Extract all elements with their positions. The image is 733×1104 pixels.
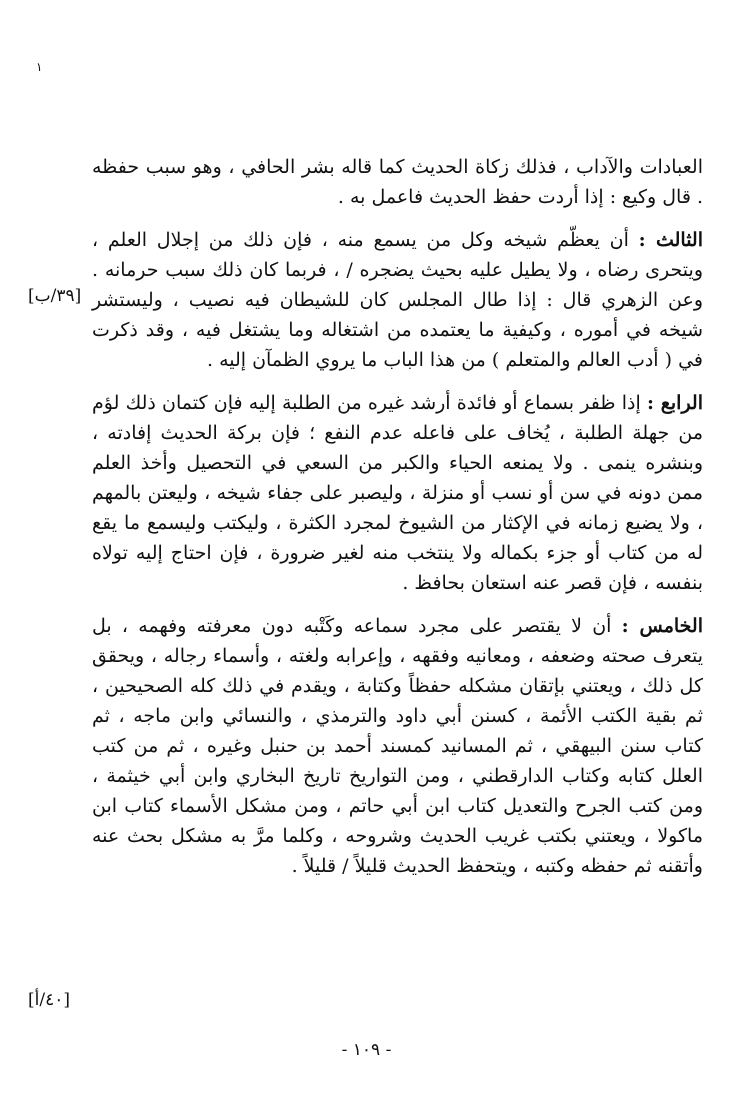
body-text (92, 152, 703, 881)
paragraph-1-text: العبادات والآداب ، فذلك زكاة الحديث كما قاله بشر الحافي ، وهو سبب حفظه . قال وكيع : إذا أردت حفظ الحديث فاعمل به . (92, 156, 703, 208)
paragraph-4-text: أن لا يقتصر على مجرد سماعه وكَتْبه دون معرفته وفهمه ، بل يتعرف صحته وضعفه ، ومعانيه وفقهه ، وإعرابه ولغته ، وأسماء رجاله ، ويحقق كل ذلك ، ويعتني بإتقان مشكله حفظاً وكتابة ، ويقدم في ذلك كله الصحيحين ، ثم بقية الكتب الأئمة ، كسنن أبي داود والترمذي ، والنسائي وابن ماجه ، ثم كتاب سنن البيهقي ، ثم المسانيد كمسند أحمد بن حنبل وغيره ، ثم من كتب العلل كتابه وكتاب الدارقطني ، ومن التواريخ تاريخ البخاري وابن أبي خيثمة ، ومن كتب الجرح والتعديل كتاب ابن أبي حاتم ، ومن مشكل الأسماء كتاب ابن ماكولا ، ويعتني بكتب غريب الحديث وشروحه ، وكلما مرَّ به مشكل بحث عنه وأتقنه ثم حفظه وكتبه ، ويتحفظ الحديث قليلاً / قليلاً . (92, 615, 704, 877)
paragraph-4-lead: الخامس : (621, 615, 703, 637)
paragraph-3-text: إذا ظفر بسماع أو فائدة أرشد غيره من الطلبة إليه فإن كتمان ذلك لؤم من جهلة الطلبة ، يُخاف على فاعله عدم النفع ؛ فإن بركة الحديث إفادته ، وبنشره ينمى . ولا يمنعه الحياء والكبر من السعي في التحصيل وأخذ العلم ممن دونه في سن أو نسب أو منزلة ، وليصبر على جفاء شيخه ، وليعتن بالمهم ، ولا يضيع زمانه في الإكثار من الشيوخ لمجرد الكثرة ، وليكتب وليسمع ما يقع له من كتاب أو جزء بكماله ولا ينتخب منه لغير ضرورة ، فإن احتاج إليه تولاه بنفسه ، فإن قصر عنه استعان بحافظ . (92, 392, 703, 594)
page-number: - ١٠٩ - (341, 1040, 392, 1060)
paragraph-4 (92, 611, 703, 881)
paragraph-2-text: أن يعظّم شيخه وكل من يسمع منه ، فإن ذلك من إجلال العلم ، ويتحرى رضاه ، ولا يطيل عليه بحيث يضجره / ، فربما كان ذلك سبب حرمانه . وعن الزهري قال : إذا طال المجلس كان للشيطان فيه نصيب ، وليستشر شيخه في أموره ، وكيفية ما يعتمده من اشتغاله وما يشتغل فيه ، وقد ذكرت في ( أدب العالم والمتعلم ) من هذا الباب ما يروي الظمآن إليه . (92, 229, 703, 371)
paragraph-3-lead: الرابع : (646, 392, 703, 414)
paragraph-2 (92, 225, 703, 375)
margin-folio-note: [٣٩/ب] (28, 286, 82, 306)
corner-mark: ١ (36, 60, 43, 74)
paragraph-1 (92, 152, 703, 212)
paragraph-2-lead: الثالث : (638, 229, 703, 251)
paragraph-3 (92, 388, 703, 598)
margin-folio-note: [٤٠/أ] (28, 990, 70, 1010)
